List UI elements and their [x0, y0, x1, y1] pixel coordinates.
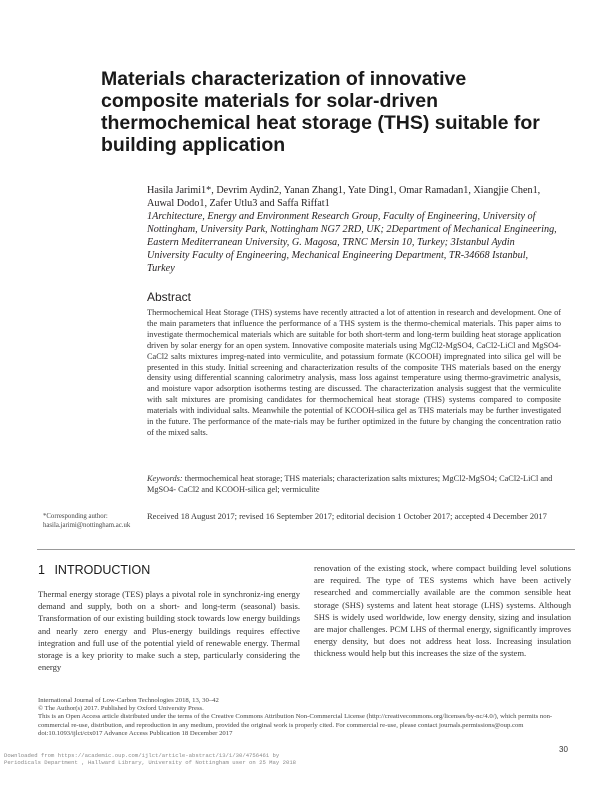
- keywords-list: thermochemical heat storage; THS materials; characterization salts mixtures; MgCl2-MgSO4; CaCl2-LiCl and MgSO4- CaCl2 and KCOOH-silica gel; vermiculite: [147, 474, 553, 494]
- paper-title: Materials characterization of innovative composite materials for solar-driven thermochemical heat storage (THS) suitable for building application: [101, 68, 540, 156]
- footer-doi: doi:10.1093/ijlct/ctx017 Advance Access Publication 18 December 2017: [38, 729, 233, 737]
- affiliations: 1Architecture, Energy and Environment Research Group, Faculty of Engineering, University of Nottingham, University Park, Nottingham NG7 2RD, UK; 2Department of Mechanical Engineering, Eastern Mediterranean University, G. Magosa, TRNC Mersin 10, Turkey; 3Istanbul Aydin University Faculty of Engineering, Mechanical Engineering Department, TR-34668 Istanbul, Turkey: [147, 211, 557, 274]
- footer-copyright: © The Author(s) 2017. Published by Oxford University Press.: [38, 705, 204, 713]
- keywords: [147, 473, 561, 495]
- abstract-heading: Abstract: [147, 290, 192, 304]
- intro-column-left: Thermal energy storage (TES) plays a pivotal role in synchroniz-ing energy demand and supply, both on a short- and long-term (seasonal) basis. Transformation of our existing building stock towards low energy buildings and nearly zero energy and Plus-energy buildings requires effective integration and full use of the potential yield of renewable energy. Thermal storage is a key priority to make such a step, particularly considering the energy: [38, 589, 300, 673]
- footer-license: This is an Open Access article distributed under the terms of the Creative Commons Attribution Non-Commercial License (http://creativecommons.org/licenses/by-nc/4.0/), which permits non-commercial re-use, distribution, and reproduction in any medium, provided the original work is properly cited. For commercial re-use, please contact journals.permissions@oup.com: [38, 713, 553, 729]
- section-number: 1: [38, 563, 45, 577]
- keywords-label: Keywords:: [147, 474, 183, 483]
- section-divider: [37, 549, 575, 550]
- page-footer: [38, 697, 568, 738]
- author-list: Hasila Jarimi1*, Devrim Aydin2, Yanan Zhang1, Yate Ding1, Omar Ramadan1, Xiangjie Chen1, Auwal Dodo1, Zafer Utlu3 and Saffa Riffat1: [147, 185, 541, 209]
- section-title: INTRODUCTION: [54, 563, 151, 577]
- received-dates: Received 18 August 2017; revised 16 September 2017; editorial decision 1 October 2017; accepted 4 December 2017: [147, 511, 547, 521]
- page-number: 30: [559, 745, 568, 754]
- intro-column-right: renovation of the existing stock, where compact building level solutions are required. The type of TES systems which have been actively researched and commercially available are the common sensible heat storage (SHS) systems and latent heat storage (LHS) systems. Although SHS is widely used worldwide, low energy density, sizing and insulation are major challenges. PCM LHS of thermal energy, significantly improves energy density, but does not address heat loss. Increasing insulation thickness would help but this increases the size of the system.: [314, 563, 571, 659]
- section-heading: [38, 563, 150, 577]
- abstract-text: Thermochemical Heat Storage (THS) systems have recently attracted a lot of attention in research and development. One of the main parameters that influence the performance of a THS system is the thermo-chemical materials. This paper aims to investigate thermochemical materials which are suitable for both short-term and long-term building heat storage application driven by solar energy for an open system. Innovative composite materials using MgCl2-MgSO4, CaCl2-LiCl and MgSO4- CaCl2 salts mixtures impreg-nated into vermiculite, and potassium formate (KCOOH) impregnated into silica gel will be presented in this study. Initial screening and characterization results of the composite THS materials based on the energy density using differential scanning calorimetry analysis, mass loss against temperature using thermo-gravimetric analysis, and moisture vapor adsorption isotherms testing are discussed. The characterization analysis suggest that the vermiculite with salt mixtures are promising candidates for thermochemical heat storage (THS) systems compared to composite materials with individual salts. Meanwhile the potential of KCOOH-silica gel as THS materials may be further investigated in the future. The performance of the mate-rials may be further optimized in the future by changing the concentration ratio of the mixed salts.: [147, 308, 561, 437]
- download-note: Downloaded from https://academic.oup.com/ijlct/article-abstract/13/1/30/4756461 by Periodicals Department , Hallward Library, University of Nottingham user on 25 May 2018: [4, 752, 297, 767]
- corresponding-author-note: *Corresponding author: hasila.jarimi@nottingham.ac.uk: [43, 513, 131, 529]
- footer-journal: International Journal of Low-Carbon Technologies 2018, 13, 30–42: [38, 697, 219, 704]
